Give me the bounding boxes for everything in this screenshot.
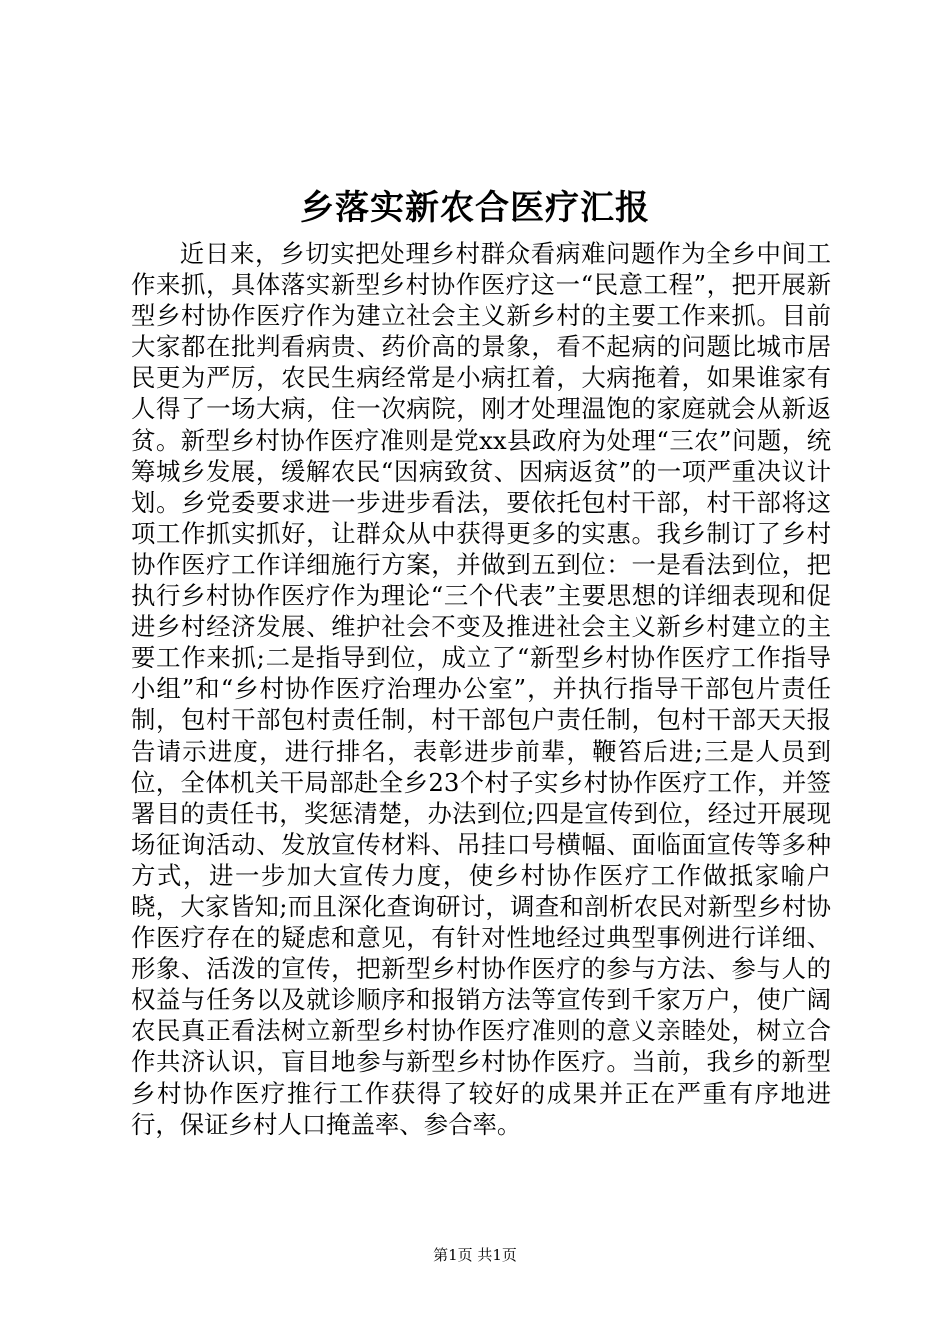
document-body-paragraph: 近日来，乡切实把处理乡村群众看病难问题作为全乡中间工作来抓，具体落实新型乡村协作医疗这一“民意工程”，把开展新型乡村协作医疗作为建立社会主义新乡村的主要工作来抓。目前大家都在批判看病贵、药价高的景象，看不起病的问题比城市居民更为严厉，农民生病经常是小病扛着，大病拖着，如果谁家有人得了一场大病，住一次病院，刚才处理温饱的家庭就会从新返贫。新型乡村协作医疗准则是党xx县政府为处理“三农”问题，统筹城乡发展，缓解农民“因病致贫、因病返贫”的一项严重决议计划。乡党委要求进一步进步看法，要依托包村干部，村干部将这项工作抓实抓好，让群众从中获得更多的实惠。我乡制订了乡村协作医疗工作详细施行方案，并做到五到位：一是看法到位，把执行乡村协作医疗作为理论“三个代表”主要思想的详细表现和促进乡村经济发展、维护社会不变及推进社会主义新乡村建立的主要工作来抓;二是指导到位，成立了“新型乡村协作医疗工作指导小组”和“乡村协作医疗治理办公室”，并执行指导干部包片责任制，包村干部包村责任制，村干部包户责任制，包村干部天天报告请示进度，进行排名，表彰进步前辈，鞭笞后进;三是人员到位，全体机关干局部赴全乡23个村子实乡村协作医疗工作，并签署目的责任书，奖惩清楚，办法到位;四是宣传到位，经过开展现场征询活动、发放宣传材料、吊挂口号横幅、面临面宣传等多种方式，进一步加大宣传力度，使乡村协作医疗工作做抵家喻户晓，大家皆知;而且深化查询研讨，调查和剖析农民对新型乡村协作医疗存在的疑虑和意见，有针对性地经过典型事例进行详细、形象、活泼的宣传，把新型乡村协作医疗的参与方法、参与人的权益与任务以及就诊顺序和报销方法等宣传到千家万户，使广阔农民真正看法树立新型乡村协作医疗准则的意义亲睦处，树立合作共济认识，盲目地参与新型乡村协作医疗。当前，我乡的新型乡村协作医疗推行工作获得了较好的成果并正在严重有序地进行，保证乡村人口掩盖率、参合率。 xyxy=(131,239,831,1139)
page-number-footer: 第1页 共1页 xyxy=(433,1246,517,1264)
document-title: 乡落实新农合医疗汇报 xyxy=(300,188,650,228)
